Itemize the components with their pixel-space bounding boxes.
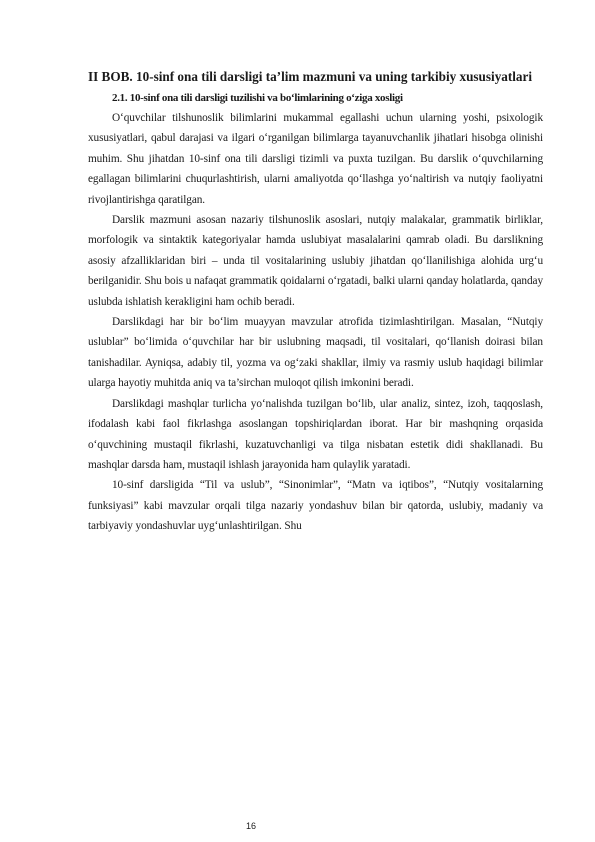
- chapter-title: II BOB. 10-sinf ona tili darsligi ta’lim mazmuni va uning tarkibiy xususiyatlari: [88, 69, 533, 84]
- body-paragraph: Darslikdagi har bir bo‘lim muayyan mavzular atrofida tizimlashtirilgan. Masalan, “Nutqiy uslublar” bo‘limida o‘quvchilar har bir uslubning maqsadi, til vositalari, qo‘llanish doirasi bilan tanishadilar. Ayniqsa, adabiy til, yozma va og‘zaki shakllar, ilmiy va rasmiy uslub haqidagi bilimlar ularga hayotiy muhitda aniq va ta’sirchan muloqot qilish imkonini beradi.: [88, 316, 543, 390]
- section-title: 2.1. 10-sinf ona tili darsligi tuzilishi va bo‘limlarining o‘ziga xosligi: [112, 92, 403, 104]
- body-paragraph: Darslik mazmuni asosan nazariy tilshunoslik asoslari, nutqiy malakalar, grammatik birliklar, morfologik va sintaktik kategoriyalar hamda uslubiyat masalalarini qamrab oladi. Bu darslikning asosiy afzalliklaridan biri – unda til vositalarining uslubiy jihatdan qo‘llanilishiga alohida urg‘u berilganidir. Shu bois u nafaqat grammatik qoidalarni o‘rgatadi, balki ularni qanday holatlarda, qanday uslubda ishlatish kerakligini ham ochib beradi.: [88, 214, 543, 308]
- document-page: [88, 66, 543, 537]
- body-paragraph: 10-sinf darsligida “Til va uslub”, “Sinonimlar”, “Matn va iqtibos”, “Nutqiy vositalarning funksiyasi” kabi mavzular orqali tilga nazariy yondashuv bilan bir qatorda, uslubiy, madaniy va tarbiyaviy yondashuvlar uyg‘unlashtirilgan. Shu: [88, 479, 543, 533]
- page-number: 16: [246, 821, 257, 831]
- body-paragraph: O‘quvchilar tilshunoslik bilimlarini mukammal egallashi uchun ularning yoshi, psixologik xususiyatlari, qabul darajasi va ilgari o‘rganilgan bilimlarga tayanuvchanlik jihatlari hisobga olinishi muhim. Shu jihatdan 10-sinf ona tili darsligi tizimli va puxta tuzilgan. Bu darslik o‘quvchilarning egallagan bilimlarini chuqurlashtirish, ularni amaliyotda qo‘llashga yo‘naltirish va nutqiy faoliyatni rivojlantirishga qaratilgan.: [88, 112, 543, 206]
- body-paragraph: Darslikdagi mashqlar turlicha yo‘nalishda tuzilgan bo‘lib, ular analiz, sintez, izoh, taqqoslash, ifodalash kabi faol fikrlashga asoslangan topshiriqlardan iborat. Har bir mashqning orqasida o‘quvchining mustaqil fikrlashi, kuzatuvchanligi va tilga nisbatan estetik didi shakllanadi. Bu mashqlar darsda ham, mustaqil ishlash jarayonida ham qulaylik yaratadi.: [88, 397, 543, 471]
